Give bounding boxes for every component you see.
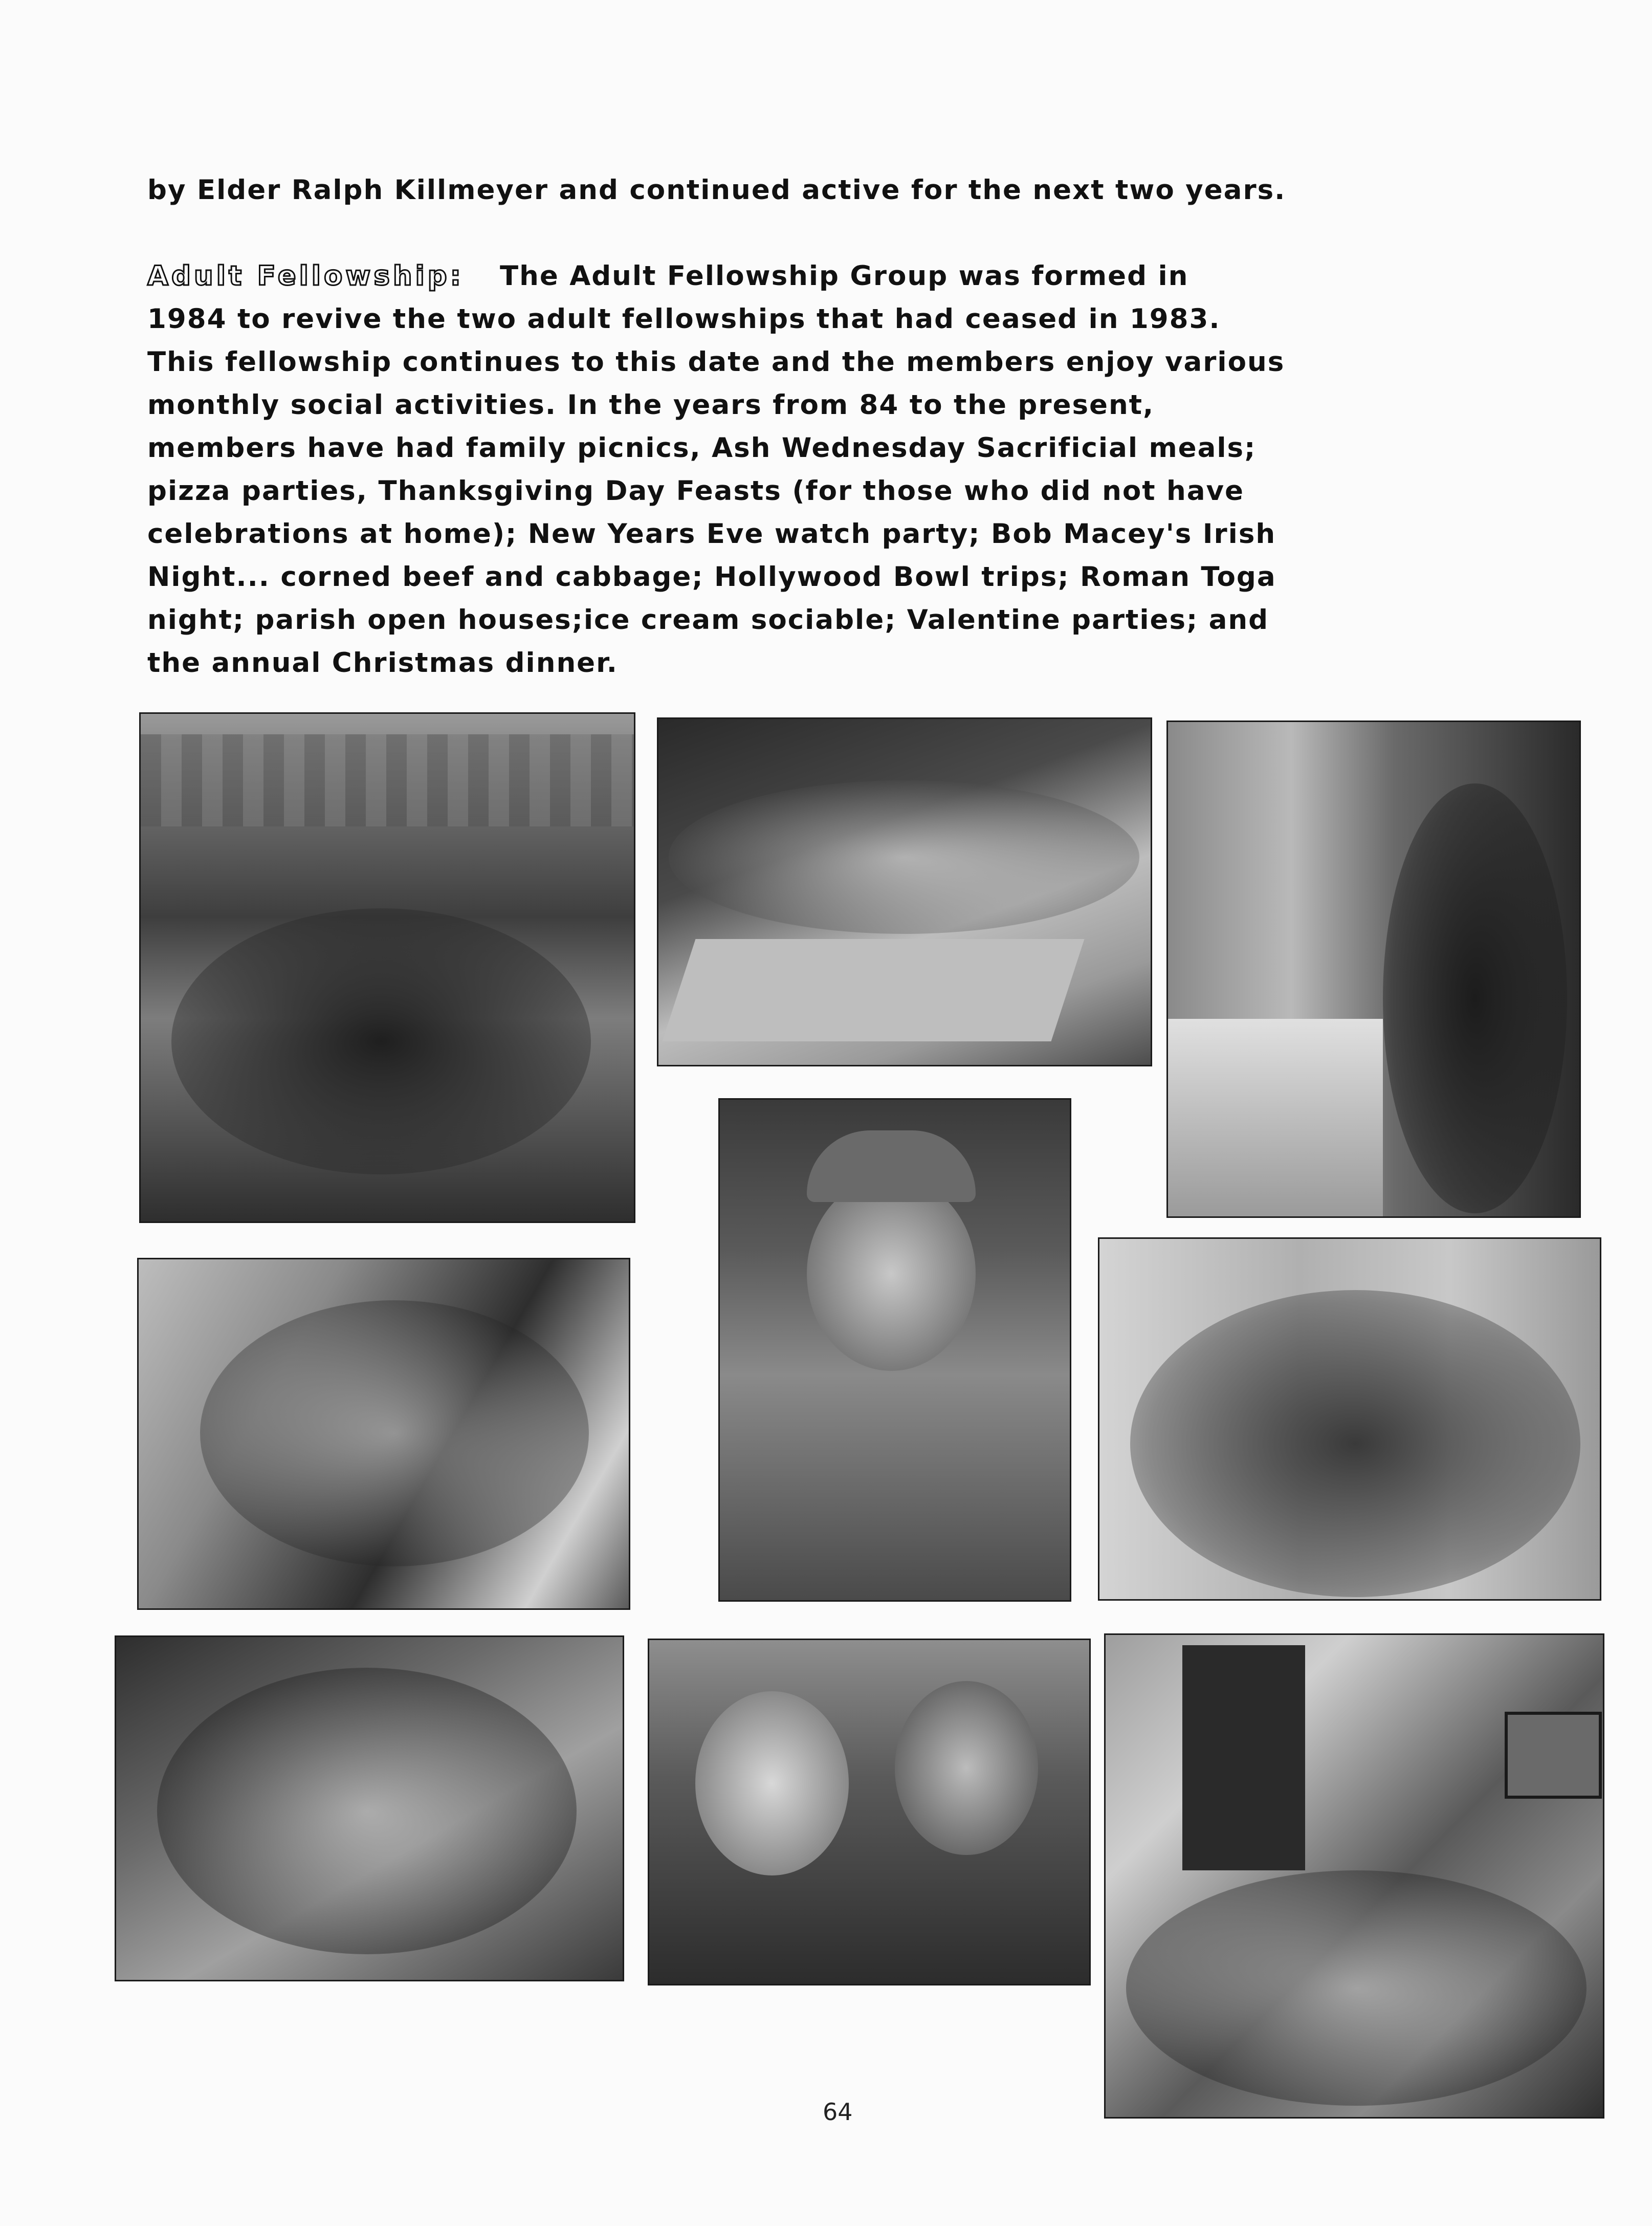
photo-buffet-line <box>137 1258 630 1610</box>
fellowship-line-2: This fellowship continues to this date and the members enjoy various <box>147 346 1285 378</box>
photo-couple-serving <box>1166 721 1581 1218</box>
photo-table-group <box>657 717 1152 1066</box>
photo-living-room-gathering <box>1104 1633 1604 2119</box>
fellowship-line-3: monthly social activities. In the years from 84 to the present, <box>147 389 1155 421</box>
photo-smiling-man <box>648 1639 1091 1985</box>
diners-shade <box>157 1668 577 1954</box>
cap-shape <box>807 1130 976 1202</box>
fellowship-line-0: The Adult Fellowship Group was formed in <box>499 260 1189 292</box>
fellowship-first-line <box>147 255 1498 298</box>
photo-dinner-table <box>115 1635 624 1981</box>
table-surface <box>663 939 1085 1041</box>
body-text <box>147 169 1498 685</box>
building-silhouette <box>141 734 635 826</box>
smiling-face-shade <box>695 1691 849 1875</box>
face-shade <box>807 1176 976 1371</box>
wall-picture <box>1505 1712 1602 1799</box>
intro-line: by Elder Ralph Killmeyer and continued active for the next two years. <box>147 174 1286 206</box>
fellowship-line-6: celebrations at home); New Years Eve watch party; Bob Macey's Irish <box>147 518 1276 550</box>
photo-costume-party <box>1098 1237 1601 1601</box>
second-face-shade <box>895 1681 1038 1855</box>
fellowship-line-5: pizza parties, Thanksgiving Day Feasts (for those who did not have <box>147 475 1245 507</box>
seated-group-shade <box>1126 1870 1587 2106</box>
paragraph-gap <box>147 212 1498 255</box>
photo-man-in-cap <box>718 1098 1071 1602</box>
crowd-shade <box>171 908 591 1174</box>
servers-shade <box>200 1300 589 1566</box>
photo-outdoor-picnic-crowd <box>139 712 635 1223</box>
fellowship-line-9: the annual Christmas dinner. <box>147 647 618 679</box>
people-shade <box>669 780 1139 934</box>
fellowship-line-1: 1984 to revive the two adult fellowships that had ceased in 1983. <box>147 303 1221 335</box>
section-heading: Adult Fellowship: <box>147 260 464 292</box>
page-number: 64 <box>823 2098 853 2126</box>
group-shade <box>1130 1290 1580 1597</box>
doorway-shape <box>1182 1645 1305 1870</box>
fellowship-line-4: members have had family picnics, Ash Wednesday Sacrificial meals; <box>147 432 1257 464</box>
counter-shape <box>1168 1019 1383 1218</box>
couple-shade <box>1383 783 1567 1213</box>
fellowship-line-8: night; parish open houses;ice cream sociable; Valentine parties; and <box>147 604 1269 636</box>
fellowship-line-7: Night... corned beef and cabbage; Hollywood Bowl trips; Roman Toga <box>147 561 1276 593</box>
